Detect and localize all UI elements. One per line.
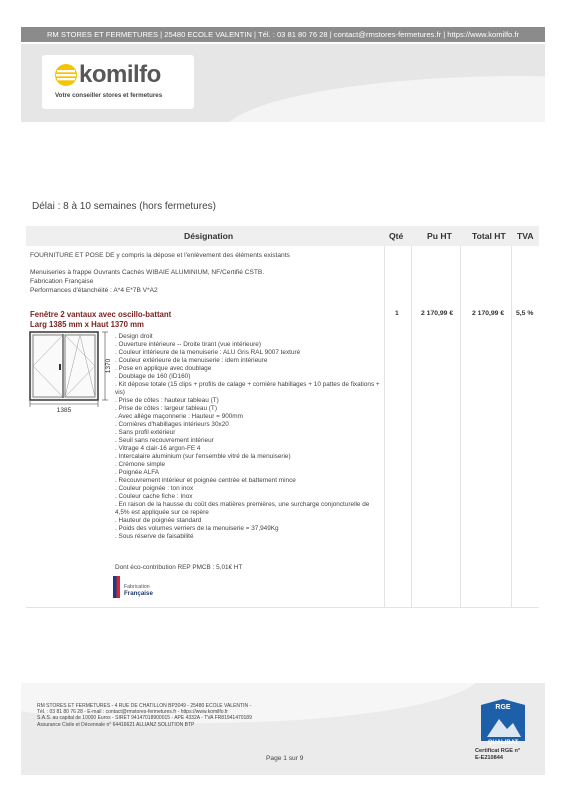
- window-diagram: [28, 330, 112, 416]
- logo-tagline: Votre conseiller stores et fermetures: [55, 92, 163, 99]
- komilfo-logo: [42, 55, 194, 109]
- diagram-width-label: 1385: [56, 407, 72, 414]
- delivery-delay: Délai : 8 à 10 semaines (hors fermetures): [32, 201, 216, 212]
- rge-badge-top: RGE: [495, 704, 511, 711]
- footer-line: RM STORES ET FERMETURES - 4 RUE DE CHATILLON BP3049 - 25480 ECOLE VALENTIN -: [37, 703, 252, 709]
- column-divider: [384, 246, 385, 608]
- detail-line: . Vitrage 4 clair-16 argon-FE 4: [115, 445, 201, 452]
- eco-contribution: Dont éco-contribution REP PMCB : 5,01€ HT: [115, 564, 243, 571]
- banner-swoosh: [221, 76, 545, 122]
- detail-line: . En raison de la hausse du coût des matières premières, une surcharge conjoncturelle de 4,5% est appliquée sur ce repère: [115, 501, 370, 516]
- footer-line: S.A.S. au capital de 10000 Euros - SIRET 94147018900015 - APE 4332A - TVA FR81941470189: [37, 715, 252, 722]
- header-unit-price: Pu HT: [427, 231, 452, 241]
- detail-line: . Recouvrement intérieur et poignée centrée et battement mince: [115, 477, 296, 484]
- detail-line: . Seuil sans recouvrement intérieur: [115, 437, 214, 444]
- item-unit-price: 2 170,99 €: [421, 310, 454, 317]
- fab-label-big: Française: [124, 590, 153, 597]
- header-vat: TVA: [517, 231, 534, 241]
- detail-line: . Design droit: [115, 333, 153, 340]
- detail-line: . Crémone simple: [115, 461, 166, 468]
- product-details: [115, 333, 383, 541]
- item-vat: 5,5 %: [516, 310, 534, 317]
- column-divider: [411, 246, 412, 608]
- detail-line: . Doublage de 160 (ID160): [115, 373, 191, 380]
- detail-line: . Avec allège maçonnerie : Hauteur = 900mm: [115, 413, 243, 420]
- fab-label-small: Fabrication: [124, 584, 150, 590]
- rge-badge-bottom: QUALIBAT: [487, 740, 519, 745]
- detail-line: . Sans profil extérieur: [115, 429, 176, 436]
- table-bottom-border: [26, 607, 539, 608]
- french-flag-icon: [113, 576, 120, 598]
- detail-line: . Couleur intérieure de la menuiserie : ALU Gris RAL 9007 texturé: [115, 349, 301, 356]
- table-header: [26, 226, 539, 246]
- intro-line: Performances d'étanchéité : A*4 E*7B V*A2: [30, 287, 158, 294]
- header-total: Total HT: [472, 231, 506, 241]
- detail-line: . Couleur extérieure de la menuiserie : idem intérieure: [115, 357, 268, 364]
- detail-line: . Prise de côtes : hauteur tableau (T): [115, 397, 219, 404]
- detail-line: . Poignée ALFA: [115, 469, 160, 476]
- logo-wordmark: komilfo: [79, 61, 161, 88]
- rge-caption: Certificat RGE n°: [475, 748, 521, 754]
- detail-line: . Couleur cache fiche : Inox: [115, 493, 193, 500]
- rge-certificate: [475, 748, 520, 762]
- detail-line: . Hauteur de poignée standard: [115, 517, 202, 524]
- detail-line: . Couleur poignée : ton inox: [115, 485, 194, 492]
- detail-line: . Pose en applique avec doublage: [115, 365, 212, 372]
- rge-qualibat-badge-icon: [477, 697, 529, 745]
- detail-line: . Kit dépose totale (15 clips + profils de calage + cornière habillages + 10 pattes de fixations + vis): [115, 381, 380, 396]
- header-qty: Qté: [389, 231, 404, 241]
- detail-line: . Intercalaire aluminium (sur l'ensemble vitré de la menuiserie): [115, 453, 291, 460]
- column-divider: [511, 246, 512, 608]
- footer-company-info: [37, 703, 252, 728]
- detail-line: . Ouverture intérieure -- Droite tirant (vue intérieure): [115, 341, 261, 348]
- header-banner: [21, 44, 545, 122]
- column-divider: [460, 246, 461, 608]
- detail-line: . Cornières d'habillages intérieurs 30x20: [115, 421, 229, 428]
- company-info-bar: RM STORES ET FERMETURES | 25480 ECOLE VALENTIN | Tél. : 03 81 80 76 28 | contact@rmstores-fermetures.fr | https://www.komilfo.fr: [21, 27, 545, 42]
- product-title-line2: Larg 1385 mm x Haut 1370 mm: [30, 320, 144, 329]
- intro-line: FOURNITURE ET POSE DE y compris la dépose et l'enlèvement des éléments existants: [30, 252, 290, 259]
- item-qty: 1: [395, 310, 399, 317]
- fabrication-francaise-logo: [113, 576, 161, 600]
- footer-line: Assurance Civile et Décennale n° 64416621 ALLIANZ SOLUTION BTP: [37, 721, 195, 728]
- item-total: 2 170,99 €: [472, 310, 505, 317]
- header-designation: Désignation: [184, 231, 234, 241]
- intro-line: Menuiseries à frappe Ouvrants Cachés WIBAIE ALUMINIUM, NF/Certifié CSTB.: [30, 269, 265, 276]
- product-title: [30, 310, 171, 330]
- detail-line: . Poids des volumes verriers de la menuiserie = 37,949Kg: [115, 525, 279, 532]
- footer-line: Tél. : 03 81 80 76 28 - E-mail : contact@rmstores-fermetures.fr - https://www.komilfo.fr: [37, 709, 228, 716]
- page-number: Page 1 sur 9: [266, 755, 304, 762]
- komilfo-sun-icon: [54, 63, 78, 87]
- diagram-height-label: 1370: [105, 358, 112, 374]
- intro-line: Fabrication Française: [30, 278, 94, 285]
- detail-line: . Prise de côtes : largeur tableau (T): [115, 405, 217, 412]
- detail-line: . Sous réserve de faisabilité: [115, 533, 194, 540]
- rge-number: E-E210844: [475, 755, 503, 761]
- product-title-line1: Fenêtre 2 vantaux avec oscillo-battant: [30, 310, 172, 319]
